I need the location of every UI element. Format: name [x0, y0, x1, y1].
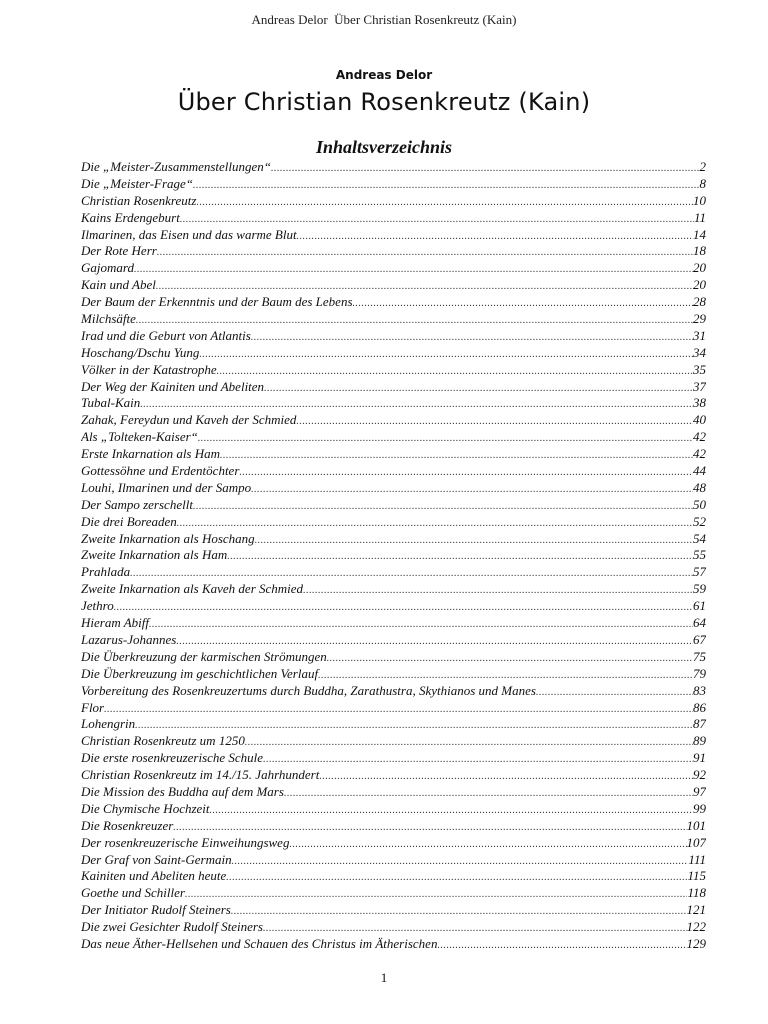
dot-leader — [437, 940, 686, 951]
toc-entry-page: 89 — [693, 733, 706, 749]
toc-entry-title: Die Mission des Buddha auf dem Mars — [81, 783, 284, 799]
dot-leader — [185, 889, 687, 900]
toc-entry-page: 35 — [693, 361, 706, 377]
toc-entry-title: Lazarus-Johannes — [81, 631, 177, 647]
dot-leader — [251, 484, 693, 495]
toc-entry-title: Christian Rosenkreutz — [81, 192, 197, 208]
toc-entry-title: Die zwei Gesichter Rudolf Steiners — [81, 919, 263, 935]
toc-entry-page: 38 — [693, 395, 706, 411]
dot-leader — [264, 383, 693, 394]
dot-leader — [536, 687, 693, 698]
toc-entry-title: Der Baum der Erkenntnis und der Baum des Lebens — [81, 294, 353, 310]
toc-entry-title: Erste Inkarnation als Ham — [81, 446, 221, 462]
toc-heading: Inhaltsverzeichnis — [315, 137, 453, 157]
dot-leader — [239, 467, 693, 478]
toc-entry-page: 48 — [693, 479, 706, 495]
toc-entry-page: 87 — [693, 716, 706, 732]
toc-entry — [81, 733, 706, 750]
dot-leader — [353, 298, 693, 309]
toc-entry — [81, 615, 706, 632]
toc-entry-title: Kainiten und Abeliten heute — [81, 868, 227, 884]
dot-leader — [289, 839, 686, 850]
toc-entry — [81, 598, 706, 615]
toc-entry — [81, 649, 706, 666]
dot-leader — [193, 501, 693, 512]
dot-leader — [140, 399, 693, 410]
toc-entry — [81, 497, 706, 514]
toc-entry-title: Die „Meister-Frage“ — [81, 175, 194, 191]
toc-entry — [81, 784, 706, 801]
toc-entry-page: 14 — [693, 226, 706, 242]
toc-entry-page: 101 — [686, 817, 706, 833]
dot-leader — [271, 163, 699, 174]
dot-leader — [232, 856, 689, 867]
toc-entry-page: 50 — [693, 496, 706, 512]
toc-entry-page: 42 — [693, 429, 706, 445]
toc-entry-title: Zweite Inkarnation als Ham — [81, 547, 228, 563]
dot-leader — [104, 704, 693, 715]
toc-entry-title: Flor — [81, 699, 105, 715]
dot-leader — [255, 535, 693, 546]
toc-entry-page: 61 — [693, 598, 706, 614]
toc-entry — [81, 514, 706, 531]
toc-entry-page: 31 — [693, 327, 706, 343]
dot-leader — [176, 636, 693, 647]
toc-entry — [81, 345, 706, 362]
dot-leader — [156, 281, 693, 292]
toc-entry-page: 44 — [693, 463, 706, 479]
toc-entry-title: Gottessöhne und Erdentöchter — [81, 463, 240, 479]
toc-entry — [81, 260, 706, 277]
toc-entry-page: 121 — [686, 902, 706, 918]
toc-entry-title: Irad und die Geburt von Atlantis — [81, 327, 251, 343]
dot-leader — [173, 822, 686, 833]
dot-leader — [318, 670, 693, 681]
toc-entry-page: 86 — [693, 699, 706, 715]
toc-entry — [81, 547, 706, 564]
dot-leader — [284, 788, 693, 799]
toc-entry — [81, 193, 706, 210]
dot-leader — [217, 366, 693, 377]
toc-entry-page: 122 — [686, 919, 706, 935]
toc-entry — [81, 716, 706, 733]
toc-entry-page: 59 — [693, 581, 706, 597]
toc-entry-title: Die erste rosenkreuzerische Schule — [81, 750, 264, 766]
toc-entry-title: Die „Meister-Zusammenstellungen“ — [81, 159, 272, 174]
dot-leader — [251, 332, 693, 343]
toc-entry — [81, 429, 706, 446]
toc-entry-title: Jethro — [81, 598, 114, 614]
toc-entry-page: 34 — [693, 344, 706, 360]
toc-entry — [81, 227, 706, 244]
dot-leader — [210, 805, 693, 816]
toc-entry-title: Zweite Inkarnation als Kaveh der Schmied — [81, 581, 304, 597]
toc-entry-title: Prahlada — [81, 564, 131, 580]
toc-entry-page: 40 — [693, 412, 706, 428]
toc-entry-title: Der rosenkreuzerische Einweihungsweg — [81, 834, 290, 850]
toc-entry-page: 97 — [693, 783, 706, 799]
author-name: Andreas Delor — [335, 68, 433, 82]
toc-entry-title: Ilmarinen, das Eisen und das warme Blut — [81, 226, 297, 242]
toc-entry-page: 129 — [686, 935, 706, 951]
toc-entry — [81, 919, 706, 936]
dot-leader — [114, 602, 693, 613]
dot-leader — [231, 906, 687, 917]
toc-entry-title: Die Chymische Hochzeit — [81, 800, 210, 816]
dot-leader — [327, 653, 693, 664]
dot-leader — [177, 518, 693, 529]
toc-entry — [81, 750, 706, 767]
dot-leader — [135, 720, 693, 731]
toc-entry-title: Der Rote Herr — [81, 243, 157, 259]
toc-entry — [81, 666, 706, 683]
toc-entry-title: Kains Erdengeburt — [81, 209, 180, 225]
toc-entry — [81, 210, 706, 227]
toc-entry-page: 11 — [693, 209, 706, 225]
toc-entry-page: 107 — [686, 834, 706, 850]
toc-entry-page: 52 — [693, 513, 706, 529]
toc-entry-page: 79 — [693, 665, 706, 681]
dot-leader — [198, 433, 693, 444]
toc-entry-title: Völker in der Katastrophe — [81, 361, 217, 377]
dot-leader — [296, 416, 693, 427]
dot-leader — [196, 197, 693, 208]
toc-entry-title: Gajomard — [81, 260, 134, 276]
dot-leader — [227, 551, 693, 562]
toc-entry — [81, 311, 706, 328]
toc-entry — [81, 412, 706, 429]
toc-entry-page: 118 — [687, 885, 706, 901]
toc-entry — [81, 294, 706, 311]
running-header: Andreas Delor Über Christian Rosenkreutz (Kain) — [251, 12, 517, 27]
dot-leader — [149, 619, 693, 630]
dot-leader — [319, 771, 693, 782]
toc-entry-title: Goethe und Schiller — [81, 885, 185, 901]
toc-entry — [81, 767, 706, 784]
toc-entry — [81, 902, 706, 919]
dot-leader — [180, 214, 694, 225]
toc-entry — [81, 159, 706, 176]
toc-entry — [81, 328, 706, 345]
dot-leader — [297, 231, 693, 242]
toc-entry — [81, 446, 706, 463]
toc-entry — [81, 885, 706, 902]
toc-entry-title: Zahak, Fereydun und Kaveh der Schmied — [81, 412, 297, 428]
toc-entry-title: Vorbereitung des Rosenkreuzertums durch Buddha, Zarathustra, Skythianos und Manes — [81, 682, 536, 698]
dot-leader — [193, 180, 699, 191]
toc-entry-page: 20 — [693, 277, 706, 293]
document-title: Über Christian Rosenkreutz (Kain) — [177, 88, 591, 116]
toc-entry-page: 64 — [693, 615, 706, 631]
toc-entry-page: 67 — [693, 631, 706, 647]
toc-entry-page: 29 — [693, 311, 706, 327]
toc-entry — [81, 835, 706, 852]
dot-leader — [157, 247, 693, 258]
toc-entry-page: 10 — [693, 192, 706, 208]
toc-entry-page: 28 — [693, 294, 706, 310]
toc-entry-page: 55 — [693, 547, 706, 563]
toc-entry — [81, 379, 706, 396]
dot-leader — [134, 264, 693, 275]
dot-leader — [226, 872, 687, 883]
toc-entry-title: Das neue Äther-Hellsehen und Schauen des Christus im Ätherischen — [81, 935, 438, 951]
toc-entry-title: Die Rosenkreuzer — [81, 817, 174, 833]
dot-leader — [136, 315, 693, 326]
toc-entry-title: Die Überkreuzung im geschichtlichen Verlauf — [81, 665, 319, 681]
toc-entry — [81, 852, 706, 869]
toc-entry — [81, 801, 706, 818]
toc-entry-title: Der Initiator Rudolf Steiners — [81, 902, 231, 918]
toc-entry — [81, 632, 706, 649]
toc-entry-page: 92 — [693, 767, 706, 783]
toc-entry-title: Zweite Inkarnation als Hoschang — [81, 530, 255, 546]
dot-leader — [245, 737, 693, 748]
toc-entry-page: 18 — [693, 243, 706, 259]
toc-entry-title: Christian Rosenkreutz im 14./15. Jahrhundert — [81, 767, 320, 783]
toc-entry-page: 8 — [699, 175, 706, 191]
dot-leader — [263, 754, 693, 765]
toc-entry — [81, 395, 706, 412]
toc-entry — [81, 277, 706, 294]
toc-entry-page: 91 — [693, 750, 706, 766]
toc-entry-title: Der Sampo zerschellt — [81, 496, 193, 512]
toc-entry — [81, 243, 706, 260]
toc-entry — [81, 564, 706, 581]
toc-entry-title: Milchsäfte — [81, 311, 136, 327]
toc-entry — [81, 683, 706, 700]
toc-entry-page: 115 — [687, 868, 706, 884]
toc-entry-title: Louhi, Ilmarinen und der Sampo — [81, 479, 252, 495]
toc-entry-title: Hoschang/Dschu Yung — [81, 344, 200, 360]
toc-entry-page: 83 — [693, 682, 706, 698]
toc-entry-title: Kain und Abel — [81, 277, 156, 293]
toc-entry-page: 37 — [693, 378, 706, 394]
dot-leader — [130, 568, 693, 579]
toc-entry-title: Als „Tolteken-Kaiser“ — [81, 429, 198, 445]
toc-entry-title: Hieram Abiff — [81, 615, 150, 631]
toc-entry-title: Christian Rosenkreutz um 1250 — [81, 733, 245, 749]
toc-entry — [81, 176, 706, 193]
dot-leader — [199, 349, 693, 360]
toc-entry-title: Die Überkreuzung der karmischen Strömungen — [81, 648, 327, 664]
toc-entry-title: Der Weg der Kainiten und Abeliten — [81, 378, 265, 394]
dot-leader — [263, 923, 687, 934]
toc-entry-title: Der Graf von Saint-Germain — [81, 851, 232, 867]
toc-entry — [81, 700, 706, 717]
page-number: 1 — [380, 970, 388, 985]
toc-entry — [81, 868, 706, 885]
toc-entry-page: 111 — [688, 851, 706, 867]
toc-entry-page: 42 — [693, 446, 706, 462]
toc-entry-title: Die drei Boreaden — [81, 513, 177, 529]
dot-leader — [303, 585, 693, 596]
toc-entry-page: 75 — [693, 648, 706, 664]
toc-entry-page: 57 — [693, 564, 706, 580]
toc-entry — [81, 936, 706, 953]
toc-entry — [81, 581, 706, 598]
toc-entry — [81, 362, 706, 379]
table-of-contents — [81, 159, 706, 953]
toc-entry-title: Lohengrin — [81, 716, 136, 732]
toc-entry-page: 99 — [693, 800, 706, 816]
toc-entry-page: 54 — [693, 530, 706, 546]
toc-entry — [81, 463, 706, 480]
toc-entry-page: 20 — [693, 260, 706, 276]
dot-leader — [220, 450, 693, 461]
toc-entry-title: Tubal-Kain — [81, 395, 141, 411]
toc-entry-page: 2 — [699, 159, 706, 174]
toc-entry — [81, 531, 706, 548]
toc-entry — [81, 480, 706, 497]
toc-entry — [81, 818, 706, 835]
